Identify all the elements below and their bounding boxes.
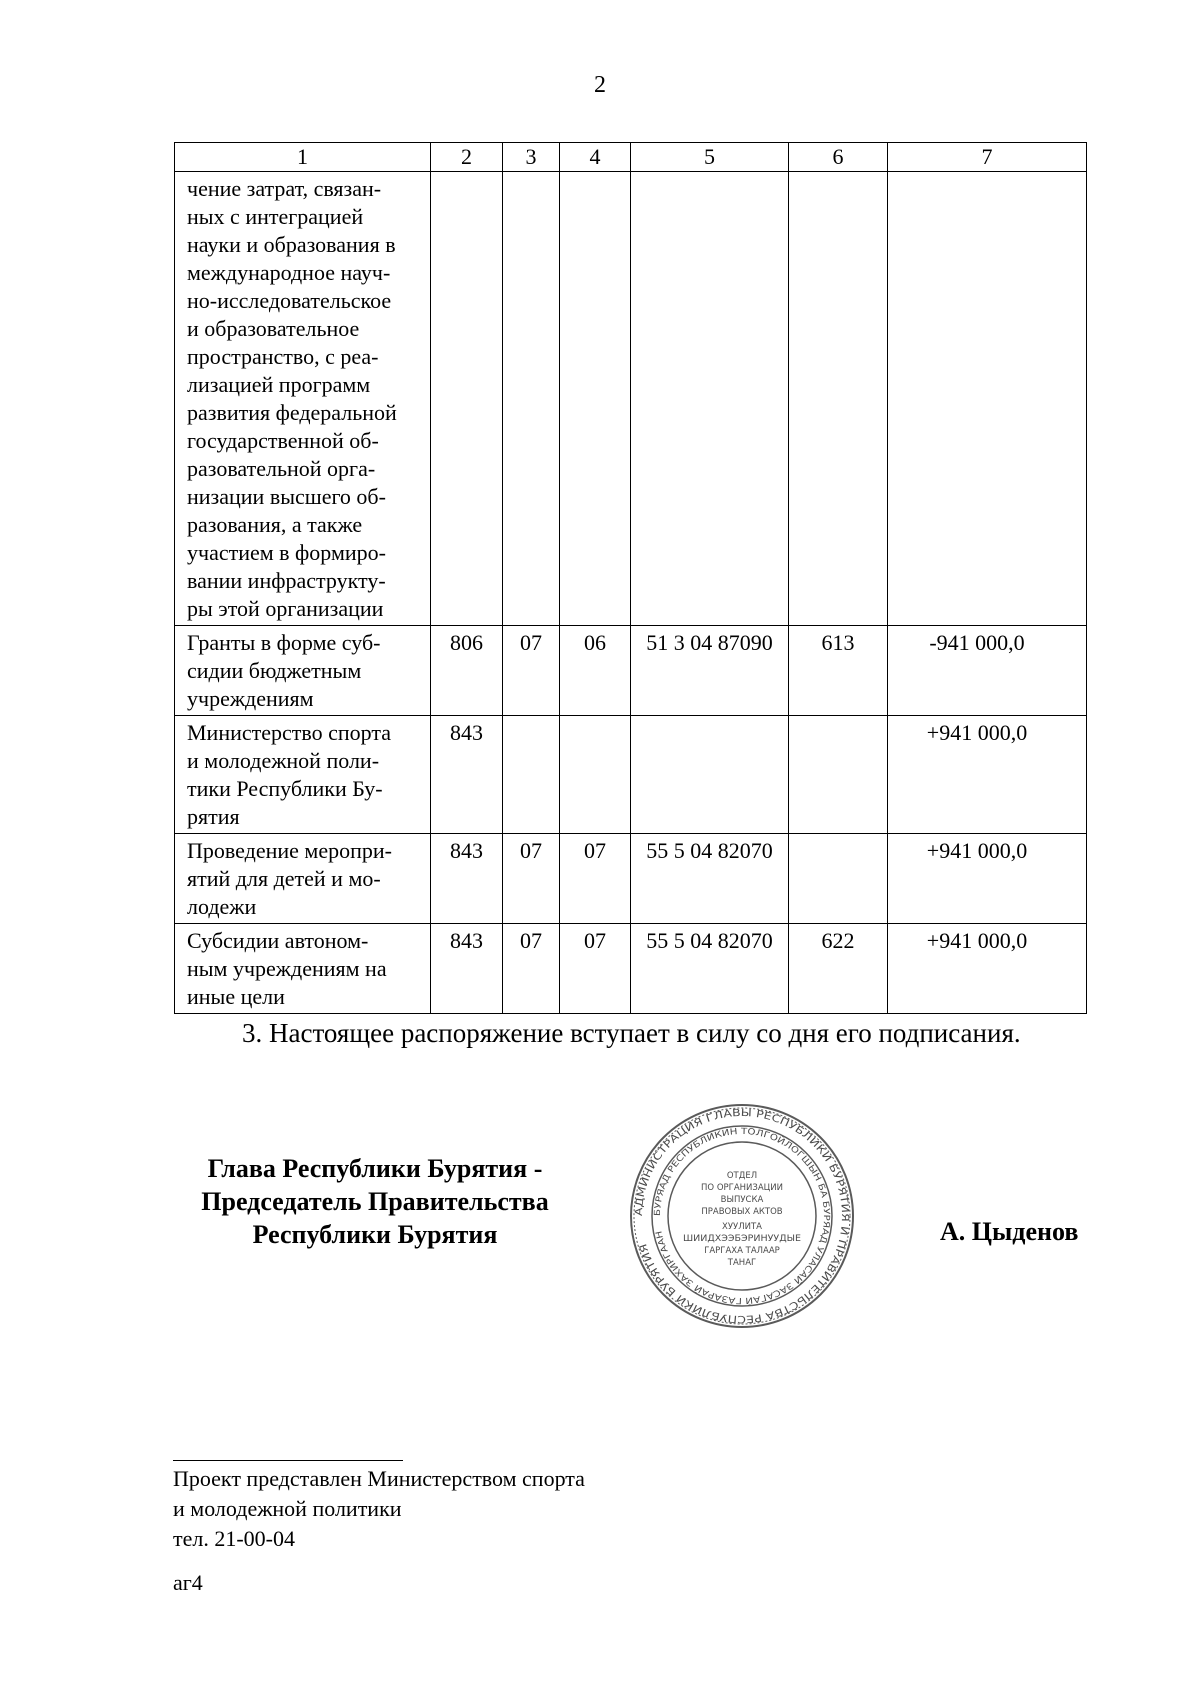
row-name-cell: Гранты в форме суб- сидии бюджетным учреждениям xyxy=(175,626,431,716)
amount-cell: +941 000,0 xyxy=(888,924,1087,1014)
signer-name: А. Цыденов xyxy=(940,1217,1079,1246)
row-name-cell: Проведение меропри- ятий для детей и мо- лодежи xyxy=(175,834,431,924)
footnote-divider xyxy=(173,1460,403,1461)
section-cell: 07 xyxy=(503,834,560,924)
expense-type-cell: 622 xyxy=(789,924,888,1014)
effective-clause: 3. Настоящее распоряжение вступает в силу со дня его подписания. xyxy=(242,1018,1021,1048)
target-article-cell xyxy=(631,716,789,834)
seal-line: ХУУЛИТА xyxy=(722,1222,762,1232)
admin-code-cell: 843 xyxy=(431,716,503,834)
table-row xyxy=(175,834,1087,924)
expense-type-cell xyxy=(789,172,888,626)
admin-code-cell xyxy=(431,172,503,626)
footnote-line: и молодежной политики xyxy=(173,1496,402,1521)
table-row xyxy=(175,716,1087,834)
footnote xyxy=(173,1464,585,1554)
expense-type-cell: 613 xyxy=(789,626,888,716)
column-header: 5 xyxy=(631,143,789,172)
seal-line: ПО ОРГАНИЗАЦИИ xyxy=(701,1183,783,1193)
signer-title: Глава Республики Бурятия - Председатель Правительства Республики Бурятия xyxy=(201,1154,549,1249)
column-header: 6 xyxy=(789,143,888,172)
section-cell: 07 xyxy=(503,924,560,1014)
expense-type-cell xyxy=(789,716,888,834)
target-article-cell: 55 5 04 82070 xyxy=(631,924,789,1014)
seal-line: ГАРГАХА ТАЛААР xyxy=(704,1246,780,1256)
table-row xyxy=(175,924,1087,1014)
amount-cell xyxy=(888,172,1087,626)
document-code: аг4 xyxy=(173,1570,203,1595)
target-article-cell xyxy=(631,172,789,626)
column-header: 2 xyxy=(431,143,503,172)
expense-type-cell xyxy=(789,834,888,924)
amount-cell: +941 000,0 xyxy=(888,716,1087,834)
table-row xyxy=(175,626,1087,716)
seal-line: ТАНАГ xyxy=(727,1258,757,1268)
amount-cell: +941 000,0 xyxy=(888,834,1087,924)
seal-inner-ring-text: БУРЯАД РЕСПУБЛИКИН ТОЛГОЙЛОГШЫН БА БУРЯАД УЛАСАЙ ЗАСАГАЙ ГАЗАРАЙ ЗАХИРГААН xyxy=(652,1126,832,1306)
amount-cell: -941 000,0 xyxy=(888,626,1087,716)
row-name-cell: чение затрат, связан- ных с интеграцией науки и образования в международное науч- но-исследовательское и образовательное пространство, с реа- лизацией программ развития федеральной государственной об- разовательной орга- низации высшего об- разования, а также участием в формиро- вании инфраструкту- ры этой организации xyxy=(175,172,431,626)
target-article-cell: 55 5 04 82070 xyxy=(631,834,789,924)
footnote-line: Проект представлен Министерством спорта xyxy=(173,1466,585,1491)
target-article-cell: 51 3 04 87090 xyxy=(631,626,789,716)
page-number: 2 xyxy=(594,72,606,98)
admin-code-cell: 843 xyxy=(431,924,503,1014)
column-header: 3 xyxy=(503,143,560,172)
admin-code-cell: 806 xyxy=(431,626,503,716)
official-seal xyxy=(628,1102,856,1330)
row-name-cell: Министерство спорта и молодежной поли- тики Республики Бу- рятия xyxy=(175,716,431,834)
table-row xyxy=(175,172,1087,626)
seal-line: ВЫПУСКА xyxy=(720,1195,764,1205)
seal-line: ОТДЕЛ xyxy=(726,1171,758,1181)
seal-outer-ring-text: АДМИНИСТРАЦИЯ ГЛАВЫ РЕСПУБЛИКИ БУРЯТИЯ И ПРАВИТЕЛЬСТВА РЕСПУБЛИКИ БУРЯТИЯ xyxy=(633,1107,851,1325)
subsection-cell: 06 xyxy=(560,626,631,716)
subsection-cell xyxy=(560,716,631,834)
section-cell: 07 xyxy=(503,626,560,716)
section-cell xyxy=(503,172,560,626)
footnote-line: тел. 21-00-04 xyxy=(173,1526,296,1551)
seal-line: ШИИДХЭЭБЭРИНУУДЫЕ xyxy=(683,1234,801,1244)
column-header: 7 xyxy=(888,143,1087,172)
column-header: 4 xyxy=(560,143,631,172)
admin-code-cell: 843 xyxy=(431,834,503,924)
seal-line: ПРАВОВЫХ АКТОВ xyxy=(701,1207,783,1217)
column-header: 1 xyxy=(175,143,431,172)
subsection-cell: 07 xyxy=(560,924,631,1014)
budget-table xyxy=(174,142,1087,1014)
row-name-cell: Субсидии автоном- ным учреждениям на иные цели xyxy=(175,924,431,1014)
subsection-cell xyxy=(560,172,631,626)
subsection-cell: 07 xyxy=(560,834,631,924)
table-header-row xyxy=(175,143,1087,172)
section-cell xyxy=(503,716,560,834)
